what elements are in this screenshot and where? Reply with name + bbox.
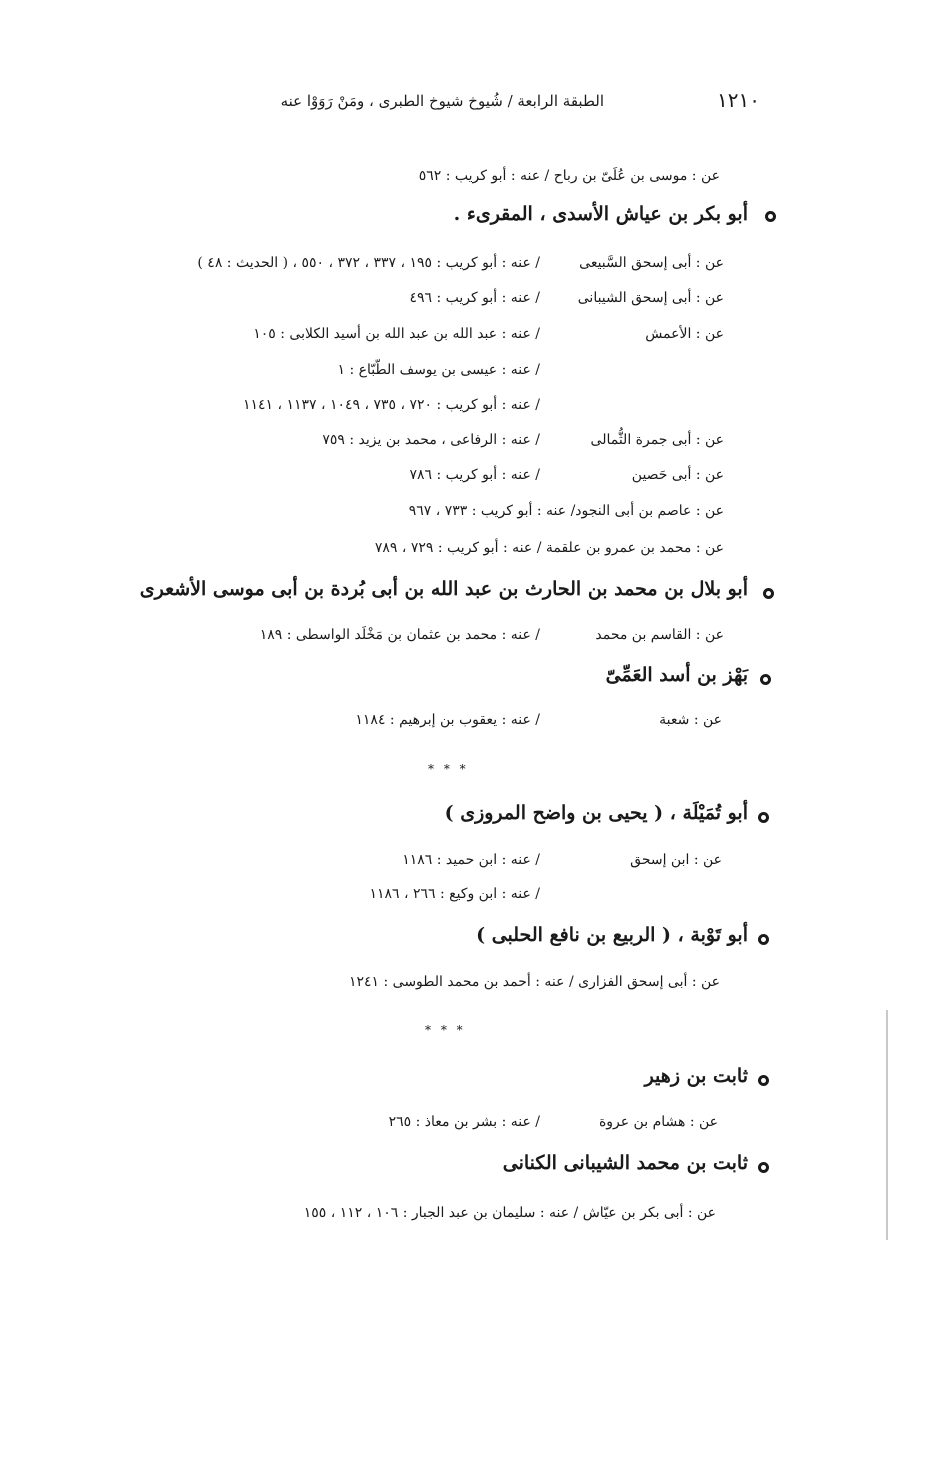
bullet-icon: [758, 1162, 769, 1173]
entry-line-to: / عنه : عبد الله بن عبد الله بن أسيد الكلابى : ١٠٥: [253, 326, 540, 342]
entry-line: عن : أبى إسحق الفزارى / عنه : أحمد بن محمد الطوسى : ١٢٤١: [348, 974, 720, 990]
bullet-icon: [760, 674, 771, 685]
entry-heading: بَهْز بن أسد العَمِّىّ: [605, 664, 748, 686]
bullet-icon: [765, 211, 776, 222]
entry-line-to: / عنه : أبو كريب : ١٩٥ ، ٣٣٧ ، ٣٧٢ ، ٥٥٠ ، ( الحديث : ٤٨ ): [197, 255, 540, 271]
entry-line-to: / عنه : عيسى بن يوسف الطّبّاع : ١: [337, 362, 540, 378]
entry-heading: أبو بلال بن محمد بن الحارث بن عبد الله بن أبى بُردة بن أبى موسى الأشعرى: [139, 578, 748, 600]
entry-line-to: / عنه : محمد بن عثمان بن مَخْلَد الواسطى : ١٨٩: [259, 627, 540, 643]
entry-line-from: عن : الأعمش: [645, 326, 724, 342]
running-title: الطبقة الرابعة / شُيوخ شيوخ الطبرى ، ومَنْ رَوَوْا عنه: [280, 92, 604, 110]
entry-line-from: عن : أبى جمرة الثُّمالى: [590, 432, 724, 448]
entry-line-from: عن : القاسم بن محمد: [595, 627, 724, 643]
scan-edge-line: [886, 1010, 888, 1240]
bullet-icon: [758, 934, 769, 945]
entry-line-to: / عنه : أبو كريب : ٤٩٦: [409, 290, 540, 306]
section-separator: * * *: [428, 762, 469, 776]
bullet-icon: [758, 812, 769, 823]
entry-line-to: / عنه : أبو كريب : ٧٨٦: [409, 467, 540, 483]
bullet-icon: [758, 1075, 769, 1086]
page-number: ١٢١٠: [717, 88, 760, 112]
entry-line: عن : عاصم بن أبى النجود/ عنه : أبو كريب : ٧٣٣ ، ٩٦٧: [408, 503, 724, 519]
entry-heading: أبو بكر بن عياش الأسدى ، المقرىء .: [453, 203, 748, 225]
entry-line: عن : موسى بن عُلَىّ بن رباح / عنه : أبو كريب : ٥٦٢: [418, 168, 720, 184]
entry-heading: ثابت بن محمد الشيبانى الكنانى: [502, 1152, 748, 1174]
entry-heading: أبو تُمَيْلَة ، ( يحيى بن واضح المروزى ): [444, 802, 748, 824]
entry-line-from: عن : ابن إسحق: [630, 852, 722, 868]
section-separator: * * *: [425, 1023, 466, 1037]
entry-line-from: عن : أبى إسحق الشيبانى: [577, 290, 724, 306]
entry-line: عن : أبى بكر بن عيّاش / عنه : سليمان بن عبد الجبار : ١٠٦ ، ١١٢ ، ١٥٥: [303, 1205, 716, 1221]
entry-line-from: عن : أبى حَصين: [631, 467, 724, 483]
entry-heading: ثابت بن زهير: [644, 1065, 748, 1087]
entry-line-to: / عنه : أبو كريب : ٧٢٠ ، ٧٣٥ ، ١٠٤٩ ، ١١٣٧ ، ١١٤١: [242, 397, 540, 413]
entry-line-from: عن : أبى إسحق السَّبيعى: [579, 255, 724, 271]
entry-line: عن : محمد بن عمرو بن علقمة / عنه : أبو كريب : ٧٢٩ ، ٧٨٩: [374, 540, 724, 556]
entry-line-to: / عنه : ابن حميد : ١١٨٦: [402, 852, 540, 868]
entry-line-to: / عنه : ابن وكيع : ٢٦٦ ، ١١٨٦: [369, 886, 540, 902]
bullet-icon: [763, 588, 774, 599]
entry-line-to: / عنه : الرفاعى ، محمد بن يزيد : ٧٥٩: [322, 432, 540, 448]
entry-heading: أبو تَوْبة ، ( الربيع بن نافع الحلبى ): [476, 924, 748, 946]
entry-line-from: عن : هشام بن عروة: [598, 1114, 718, 1130]
entry-line-to: / عنه : يعقوب بن إبرهيم : ١١٨٤: [355, 712, 540, 728]
entry-line-to: / عنه : بشر بن معاذ : ٢٦٥: [388, 1114, 540, 1130]
entry-line-from: عن : شعبة: [659, 712, 722, 728]
